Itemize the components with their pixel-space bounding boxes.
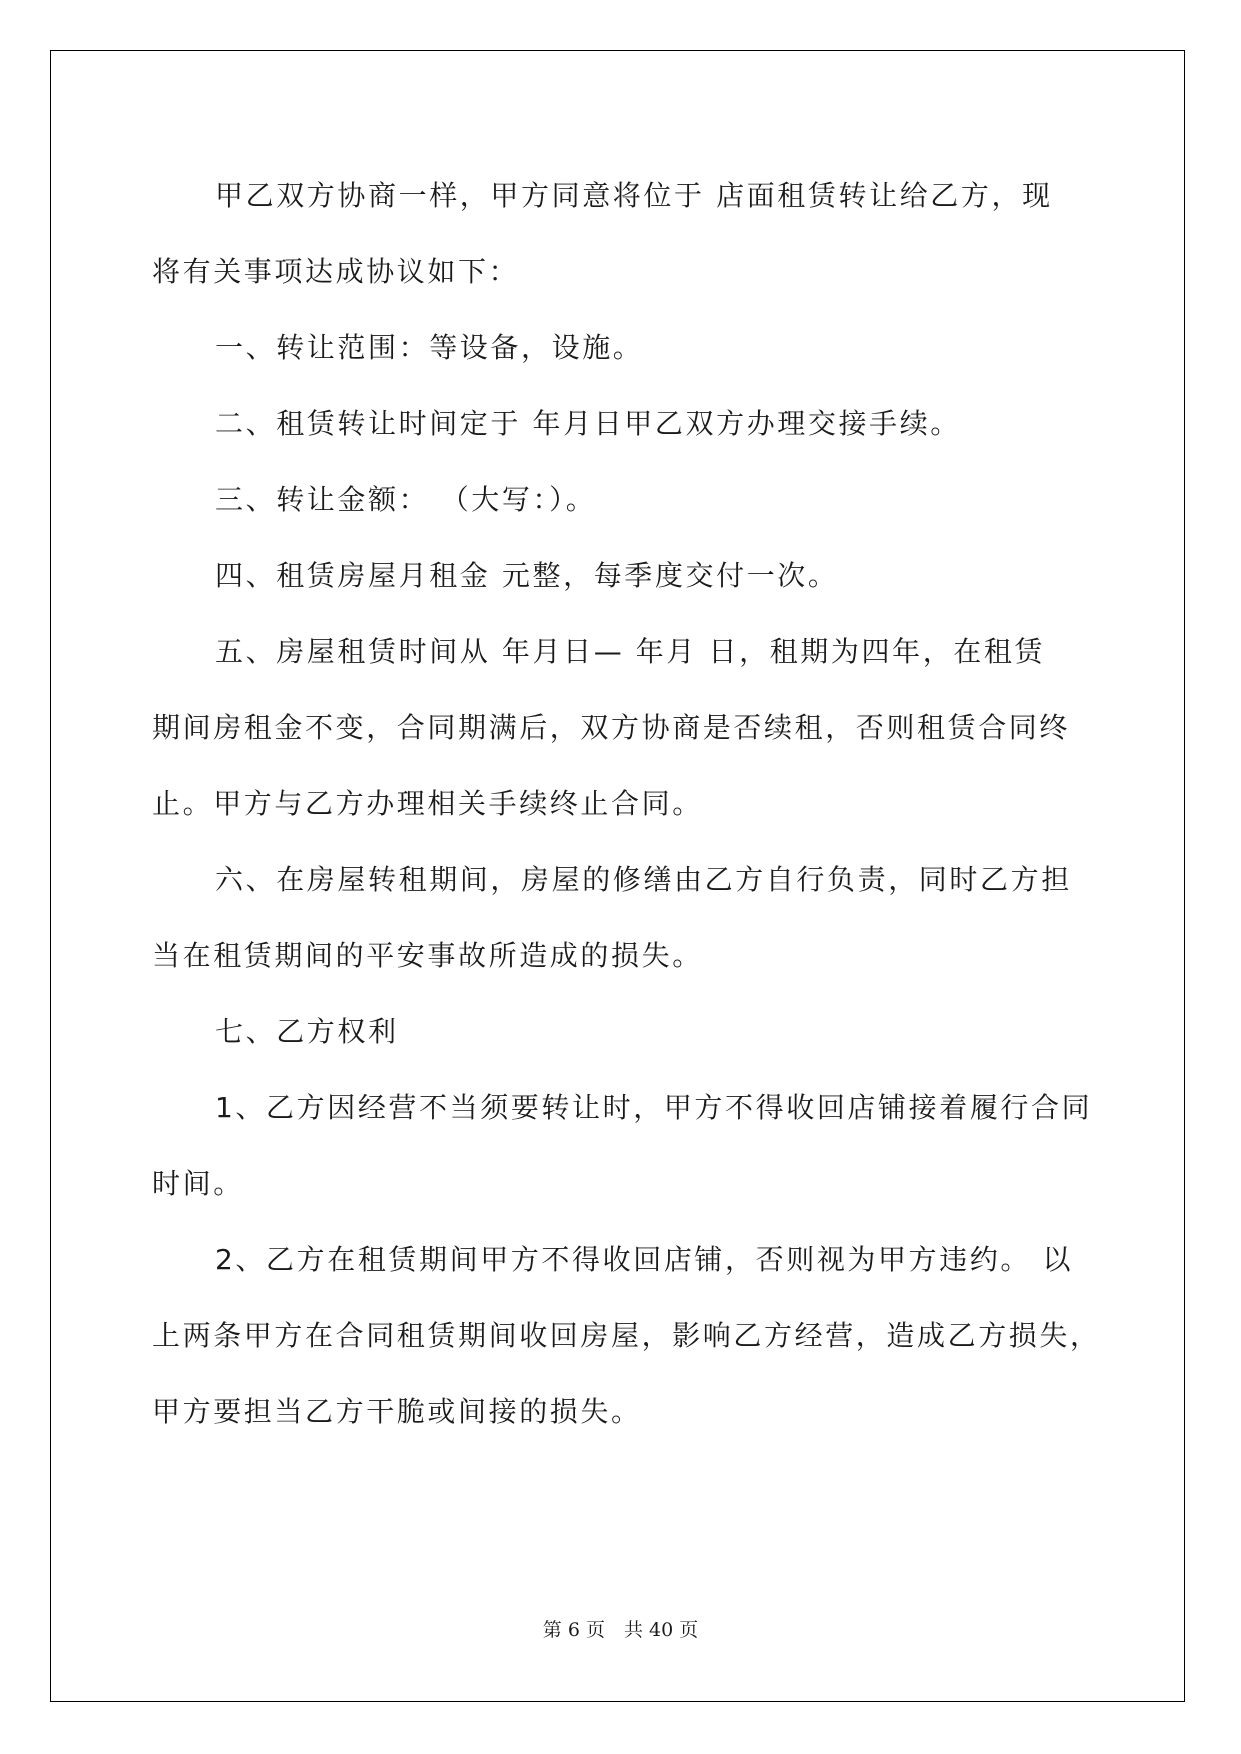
paragraph-line: 一、转让范围：等设备，设施。 [215, 331, 644, 364]
paragraph-line: 二、租赁转让时间定于 年月日甲乙双方办理交接手续。 [215, 407, 961, 440]
document-body [152, 158, 1101, 1450]
page-number: 第 6 页 共 40 页 [542, 1619, 699, 1641]
paragraph-line: 期间房租金不变，合同期满后，双方协商是否续租，否则租赁合同终 [152, 711, 1071, 744]
paragraph-line: 五、房屋租赁时间从 年月日— 年月 日，租期为四年，在租赁 [215, 635, 1046, 668]
paragraph-line: 三、转让金额： （大写：）。 [215, 483, 597, 516]
paragraph-line: 甲乙双方协商一样，甲方同意将位于 店面租赁转让给乙方，现 [215, 179, 1053, 212]
paragraph-line: 甲方要担当乙方干脆或间接的损失。 [152, 1395, 642, 1428]
paragraph-line: 将有关事项达成协议如下： [152, 255, 520, 288]
paragraph-line: 止。甲方与乙方办理相关手续终止合同。 [152, 787, 703, 820]
paragraph-line: 六、在房屋转租期间，房屋的修缮由乙方自行负责，同时乙方担 [215, 863, 1072, 896]
paragraph-line: 上两条甲方在合同租赁期间收回房屋，影响乙方经营，造成乙方损失， [152, 1319, 1101, 1352]
paragraph-line: 时间。 [152, 1167, 244, 1200]
paragraph-line: 2、乙方在租赁期间甲方不得收回店铺，否则视为甲方违约。 以 [215, 1243, 1074, 1276]
paragraph-line: 1、乙方因经营不当须要转让时，甲方不得收回店铺接着履行合同 [215, 1091, 1093, 1124]
paragraph-line: 四、租赁房屋月租金 元整，每季度交付一次。 [215, 559, 839, 592]
paragraph-line: 当在租赁期间的平安事故所造成的损失。 [152, 939, 703, 972]
section-heading: 七、乙方权利 [215, 1015, 399, 1048]
